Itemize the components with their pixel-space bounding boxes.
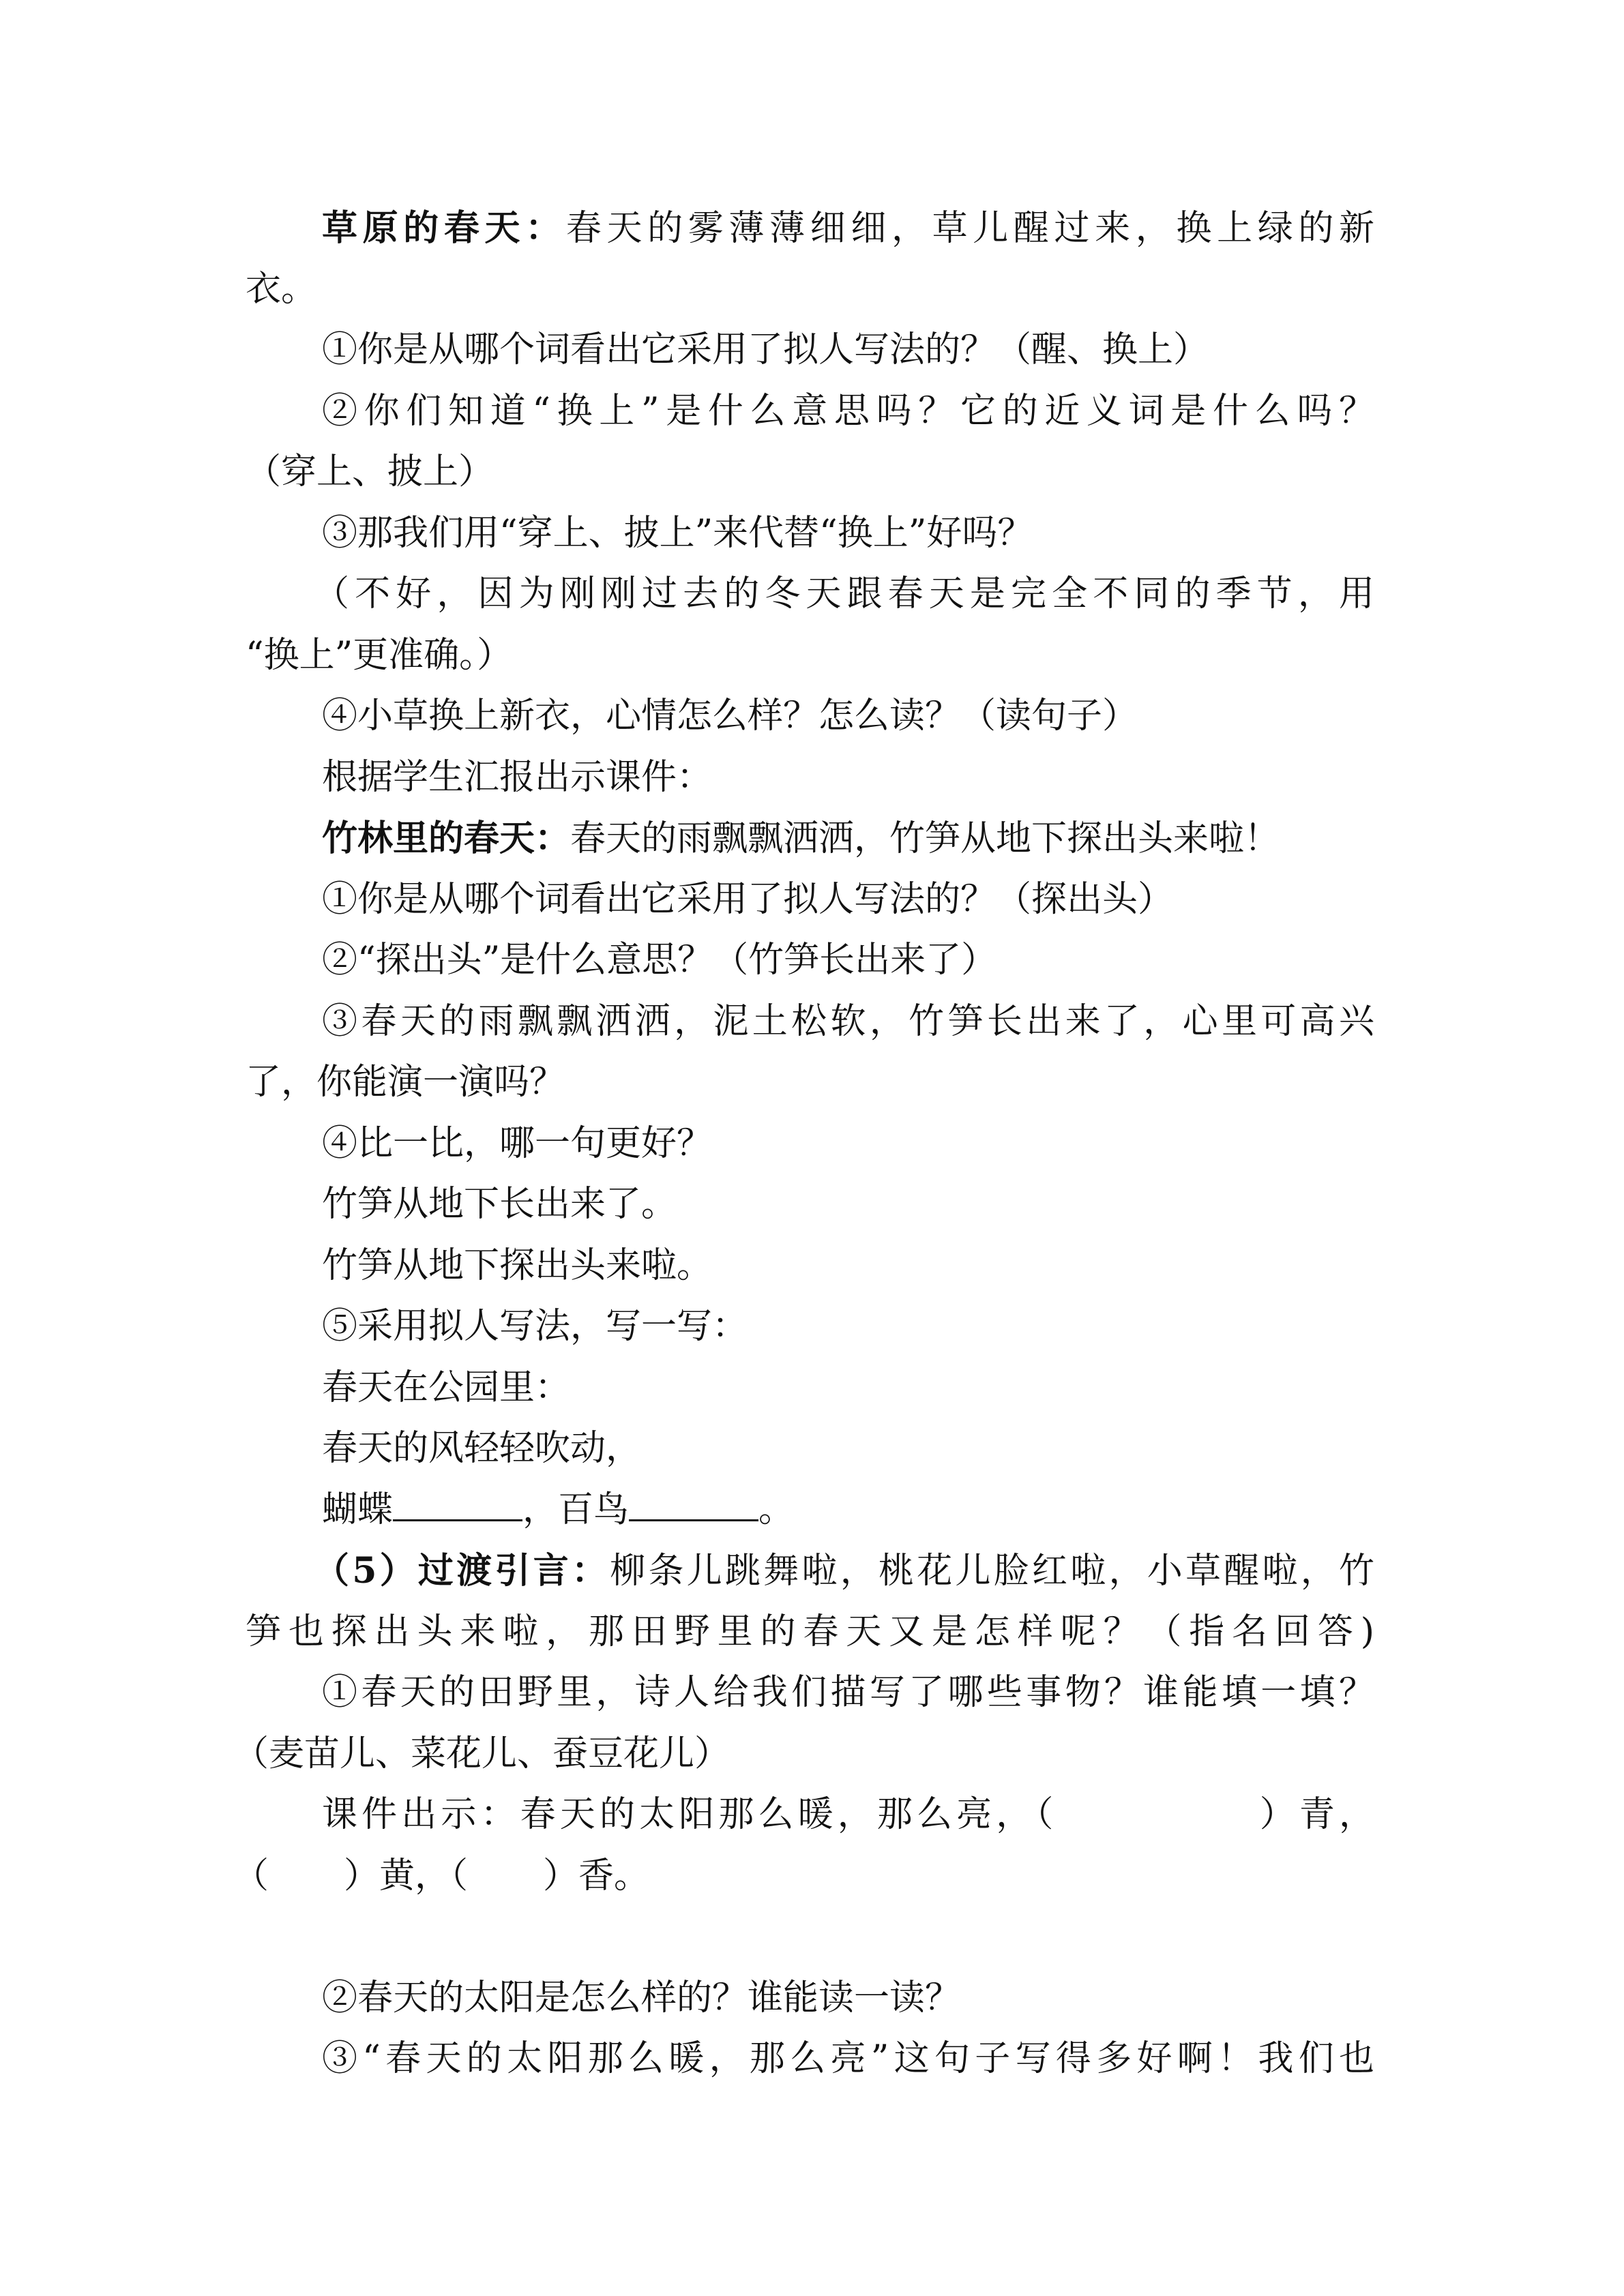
step5-question-1-line-1: ①春天的田野里，诗人给我们描写了哪些事物？谁能填一填？	[322, 1672, 1374, 1713]
fill-butterfly: 蝴蝶	[322, 1489, 394, 1530]
bamboo-paragraph	[246, 808, 1374, 869]
blank-birds[interactable]	[629, 1488, 758, 1521]
courseware-line-1	[246, 1785, 1374, 1846]
fill-birds: ，百鸟	[522, 1489, 630, 1530]
courseware-text-b: ）青，	[1255, 1794, 1374, 1835]
grass-paragraph-line-2: 衣。	[246, 268, 317, 310]
step5-line-1	[246, 1540, 1374, 1602]
bamboo-question-2: ②“探出头”是什么意思？（竹笋长出来了）	[322, 940, 997, 981]
bamboo-sentence-2: 竹笋从地下探出头来啦。	[322, 1244, 713, 1286]
step5-text-1: 柳条儿跳舞啦，桃花儿脸红啦，小草醒啦，竹	[610, 1551, 1374, 1592]
step5-line-2: 笋也探出头来啦，那田野里的春天又是怎样呢？（指名回答)	[246, 1611, 1374, 1652]
courseware-text-d: ）黄，（	[344, 1855, 469, 1896]
document-body	[233, 198, 1374, 2090]
blank-butterfly[interactable]	[393, 1488, 522, 1521]
grass-paragraph-line-1	[246, 198, 1374, 259]
grass-label: 草原的春天：	[322, 207, 566, 249]
bamboo-sentence-1: 竹笋从地下长出来了。	[322, 1184, 677, 1225]
wind-line: 春天的风轻轻吹动，	[322, 1428, 642, 1469]
step5-label: （5）过渡引言：	[314, 1550, 610, 1592]
courseware-text-a: 课件出示：春天的太阳那么暖，那么亮，（	[322, 1794, 1058, 1835]
bamboo-text: 春天的雨飘飘洒洒，竹笋从地下探出头来啦！	[570, 818, 1280, 859]
grass-question-1: ①你是从哪个词看出它采用了拟人写法的？（醒、换上）	[322, 329, 1209, 370]
grass-answer-3-line-2: “换上”更准确。）	[246, 634, 513, 676]
park-line: 春天在公园里：	[322, 1367, 571, 1408]
courseware-text-e: ）香。	[543, 1855, 650, 1896]
report-line: 根据学生汇报出示课件：	[322, 756, 713, 798]
grass-answer-3-line-1: （不好，因为刚刚过去的冬天跟春天是完全不同的季节，用	[314, 573, 1374, 614]
step5-question-1-line-2: （麦苗儿、菜花儿、蚕豆花儿）	[233, 1733, 730, 1774]
fill-in-line	[246, 1480, 1374, 1541]
bamboo-question-3-line-1: ③春天的雨飘飘洒洒，泥土松软，竹笋长出来了，心里可高兴	[322, 1000, 1374, 1042]
bamboo-question-1: ①你是从哪个词看出它采用了拟人写法的？（探出头）	[322, 878, 1174, 920]
grass-question-2-line-2: （穿上、披上）	[246, 451, 494, 492]
fill-end: 。	[758, 1489, 795, 1530]
bamboo-question-4: ④比一比，哪一句更好？	[322, 1122, 713, 1164]
courseware-text-c: （	[233, 1855, 269, 1896]
step5-question-3: ③“春天的太阳那么暖，那么亮”这句子写得多好啊！我们也	[322, 2038, 1374, 2079]
courseware-line-2	[233, 1846, 1374, 1907]
grass-question-4: ④小草换上新衣，心情怎么样？怎么读？（读句子）	[322, 696, 1138, 736]
grass-question-2-line-1: ②你们知道“换上”是什么意思吗？它的近义词是什么吗？	[322, 390, 1374, 432]
bamboo-question-3-line-2: 了，你能演一演吗？	[246, 1062, 565, 1103]
blank-gap	[246, 1907, 1374, 1968]
bamboo-question-5: ⑤采用拟人写法，写一写：	[322, 1306, 748, 1347]
grass-question-3: ③那我们用“穿上、披上”来代替“换上”好吗？	[322, 512, 1033, 554]
step5-question-2: ②春天的太阳是怎么样的？谁能读一读？	[322, 1977, 961, 2018]
bamboo-label: 竹林里的春天：	[322, 818, 571, 859]
grass-text-1: 春天的雾薄薄细细，草儿醒过来，换上绿的新	[565, 208, 1374, 249]
